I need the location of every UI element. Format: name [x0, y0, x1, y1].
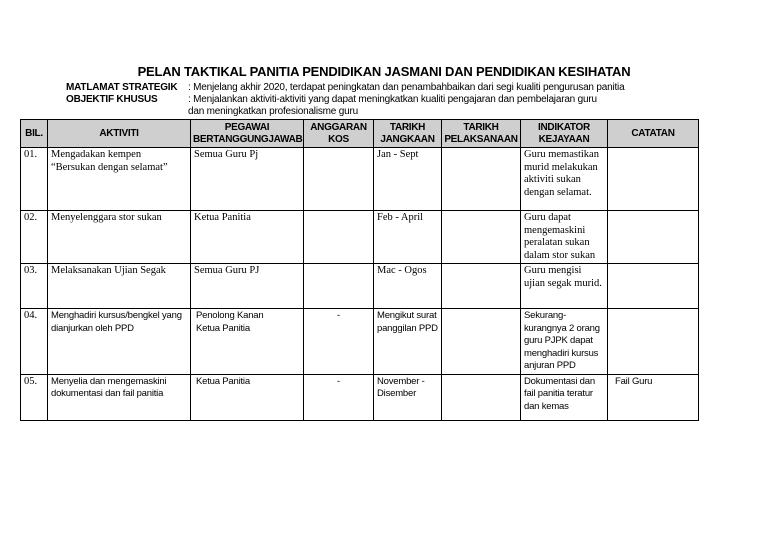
cell-pelaksanaan — [442, 211, 521, 264]
cell-kos: - — [304, 374, 374, 420]
cell-catatan — [608, 148, 699, 211]
cell-catatan — [608, 211, 699, 264]
header-jangkaan-line1: TARIKH — [389, 121, 426, 133]
strategic-goal-label: MATLAMAT STRATEGIK — [66, 82, 178, 93]
header-tarikh-pelaksanaan — [442, 120, 521, 148]
cell-indikator: Guru mengisi ujian segak murid. — [521, 264, 608, 309]
table-row — [21, 374, 699, 420]
cell-pelaksanaan — [442, 374, 521, 420]
cell-aktiviti: Mengadakan kempen “Bersukan dengan selamat” — [48, 148, 191, 211]
cell-bil: 02. — [21, 211, 48, 264]
cell-pegawai — [191, 374, 304, 420]
header-catatan: CATATAN — [608, 120, 699, 148]
cell-pegawai: Ketua Panitia — [191, 211, 304, 264]
header-anggaran-line1: ANGGARAN — [310, 121, 367, 133]
table-row — [21, 148, 699, 211]
cell-kos — [304, 211, 374, 264]
header-bil: BIL. — [21, 120, 48, 148]
table-row — [21, 211, 699, 264]
header-pegawai-line1: PEGAWAI — [224, 121, 270, 133]
cell-aktiviti: Melaksanakan Ujian Segak — [48, 264, 191, 309]
cell-aktiviti: Menyelenggara stor sukan — [48, 211, 191, 264]
cell-aktiviti: Menghadiri kursus/bengkel yang dianjurkan oleh PPD — [48, 309, 191, 375]
table-row — [21, 309, 699, 375]
cell-jangkaan: November - Disember — [374, 374, 442, 420]
specific-objective-label: OBJEKTIF KHUSUS — [66, 94, 158, 105]
cell-catatan: Fail Guru — [608, 374, 699, 420]
cell-pegawai: Semua Guru Pj — [191, 148, 304, 211]
table-row — [21, 264, 699, 309]
header-pelaksanaan-line2: PELAKSANAAN — [444, 133, 518, 145]
cell-jangkaan: Jan - Sept — [374, 148, 442, 211]
specific-objective-text-1: : Menjalankan aktiviti-aktiviti yang dapat meningkatkan kualiti pengajaran dan pembelajaran guru — [188, 94, 597, 105]
cell-indikator: Guru dapat mengemaskini peralatan sukan dalam stor sukan — [521, 211, 608, 264]
cell-pegawai: Semua Guru PJ — [191, 264, 304, 309]
header-indikator-line2: KEJAYAAN — [538, 133, 590, 145]
header-pelaksanaan-line1: TARIKH — [463, 121, 499, 133]
cell-bil: 01. — [21, 148, 48, 211]
header-pegawai — [191, 120, 304, 148]
cell-kos — [304, 148, 374, 211]
cell-indikator: Dokumentasi dan fail panitia teratur dan kemas — [521, 374, 608, 420]
cell-kos — [304, 264, 374, 309]
header-indikator-line1: INDIKATOR — [538, 121, 590, 133]
cell-jangkaan: Mengikut surat panggilan PPD — [374, 309, 442, 375]
cell-jangkaan: Feb - April — [374, 211, 442, 264]
document-title: PELAN TAKTIKAL PANITIA PENDIDIKAN JASMANI DAN PENDIDIKAN KESIHATAN — [137, 64, 631, 79]
tactical-plan-table — [20, 119, 699, 421]
cell-aktiviti: Menyelia dan mengemaskini dokumentasi dan fail panitia — [48, 374, 191, 420]
table-header-row — [21, 120, 699, 148]
cell-bil: 04. — [21, 309, 48, 375]
cell-catatan — [608, 309, 699, 375]
header-jangkaan-line2: JANGKAAN — [380, 133, 435, 145]
header-anggaran-line2: KOS — [328, 133, 349, 145]
cell-bil: 05. — [21, 374, 48, 420]
cell-pegawai-line2: Ketua Panitia — [196, 322, 250, 334]
specific-objective-text-2: dan meningkatkan profesionalisme guru — [188, 106, 358, 117]
header-anggaran-kos — [304, 120, 374, 148]
cell-kos: - — [304, 309, 374, 375]
header-tarikh-jangkaan — [374, 120, 442, 148]
cell-pegawai-line1: Ketua Panitia — [196, 375, 250, 387]
header-aktiviti: AKTIVITI — [48, 120, 191, 148]
cell-indikator: Guru memastikan murid melakukan aktiviti sukan dengan selamat. — [521, 148, 608, 211]
cell-pelaksanaan — [442, 148, 521, 211]
cell-indikator: Sekurang-kurangnya 2 orang guru PJPK dapat menghadiri kursus anjuran PPD — [521, 309, 608, 375]
header-indikator-kejayaan — [521, 120, 608, 148]
header-pegawai-line2: BERTANGGUNGJAWAB — [193, 133, 303, 145]
cell-jangkaan: Mac - Ogos — [374, 264, 442, 309]
cell-bil: 03. — [21, 264, 48, 309]
cell-catatan — [608, 264, 699, 309]
cell-pegawai-line1: Penolong Kanan — [196, 310, 264, 321]
cell-pelaksanaan — [442, 264, 521, 309]
cell-pegawai — [191, 309, 304, 375]
strategic-goal-text: : Menjelang akhir 2020, terdapat peningkatan dan penambahbaikan dari segi kualiti pengurusan panitia — [188, 82, 625, 93]
cell-pelaksanaan — [442, 309, 521, 375]
